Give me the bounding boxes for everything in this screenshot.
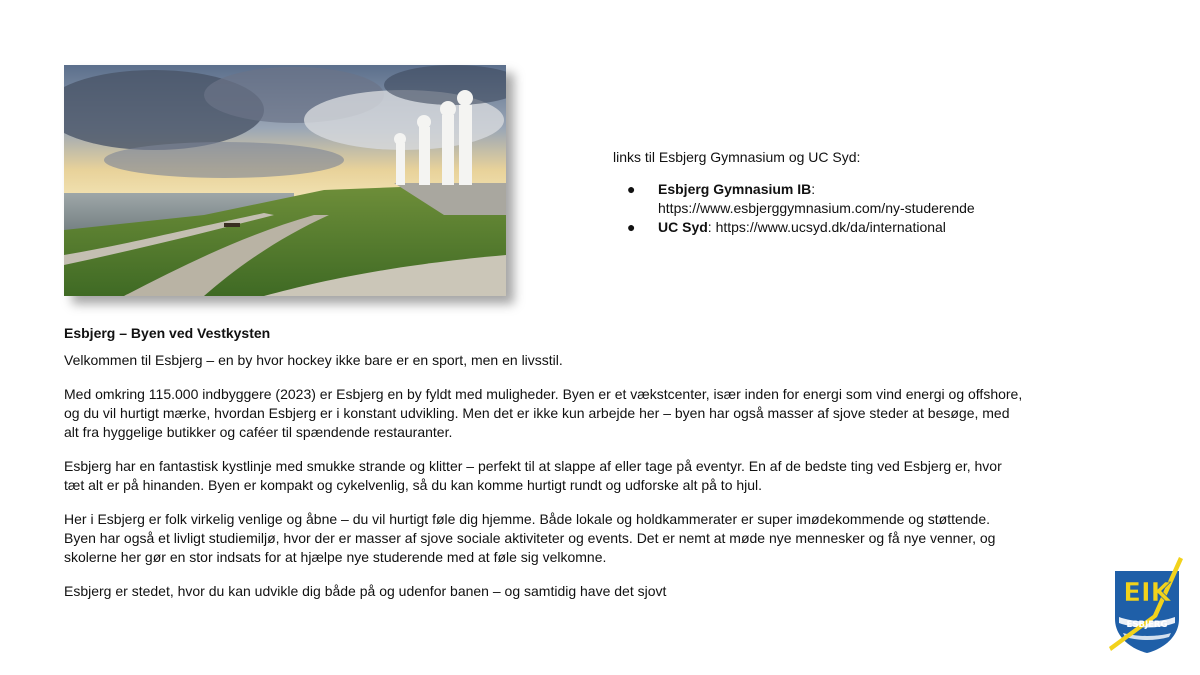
- article-paragraph: Esbjerg har en fantastisk kystlinje med smukke strande og klitter – perfekt til at slappe af eller tage på eventyr. En af de bedste ting ved Esbjerg er, hvor tæt alt er på hinanden. Byen er kompakt og cykelvenlig, så du kan komme hurtigt rundt og udforske alt på to hjul.: [64, 458, 1002, 493]
- eik-logo-icon: [1107, 557, 1187, 657]
- link-url-uc-syd[interactable]: https://www.ucsyd.dk/da/international: [715, 219, 946, 235]
- article-paragraph: Esbjerg er stedet, hvor du kan udvikle dig både på og udenfor banen – og samtidig have det sjovt: [64, 583, 667, 599]
- link-separator: :: [707, 219, 712, 235]
- eik-esbjerg-logo: [1107, 557, 1187, 657]
- esbjerg-photo: [64, 65, 506, 296]
- links-section: [613, 148, 1053, 237]
- links-list: [613, 180, 1053, 237]
- article-title: Esbjerg – Byen ved Vestkysten: [64, 325, 271, 341]
- photo-illustration: [64, 65, 506, 296]
- article: [64, 324, 1024, 616]
- article-paragraph: Med omkring 115.000 indbyggere (2023) er Esbjerg en by fyldt med muligheder. Byen er et vækstcenter, især inden for energi som vind energi og offshore, og du vil hurtigt mærke, hvordan Esbjerg er i konstant udvikling. Men det er ikke kun arbejde her – byen har også masser af sjove steder at besøge, med alt fra hyggelige butikker og caféer til spændende restauranter.: [64, 386, 1023, 440]
- svg-text:ESBJERG: ESBJERG: [1126, 620, 1168, 630]
- article-paragraph: Velkommen til Esbjerg – en by hvor hockey ikke bare er en sport, men en livsstil.: [64, 352, 563, 368]
- bullet-icon: ●: [627, 181, 636, 197]
- list-item: [613, 218, 1053, 237]
- links-intro: links til Esbjerg Gymnasium og UC Syd:: [613, 149, 861, 165]
- bullet-icon: ●: [627, 219, 636, 235]
- svg-text:EIK: EIK: [1123, 578, 1171, 608]
- link-name-uc-syd: UC Syd: [658, 219, 708, 235]
- link-name-esbjerg-gymnasium: Esbjerg Gymnasium IB: [658, 181, 812, 197]
- article-paragraph: Her i Esbjerg er folk virkelig venlige og åbne – du vil hurtigt føle dig hjemme. Både lokale og holdkammerater er super imødekommende og støttende. Byen har også et livligt studiemiljø, hvor der er masser af sjove sociale aktiviteter og events. Det er nemt at møde nye mennesker og få nye venner, og skolerne her gør en stor indsats for at hjælpe nye studerende med at føle sig velkomne.: [64, 511, 996, 565]
- link-separator: :: [811, 181, 816, 197]
- list-item: [613, 180, 1053, 218]
- link-url-esbjerg-gymnasium[interactable]: https://www.esbjerggymnasium.com/ny-studerende: [658, 200, 975, 216]
